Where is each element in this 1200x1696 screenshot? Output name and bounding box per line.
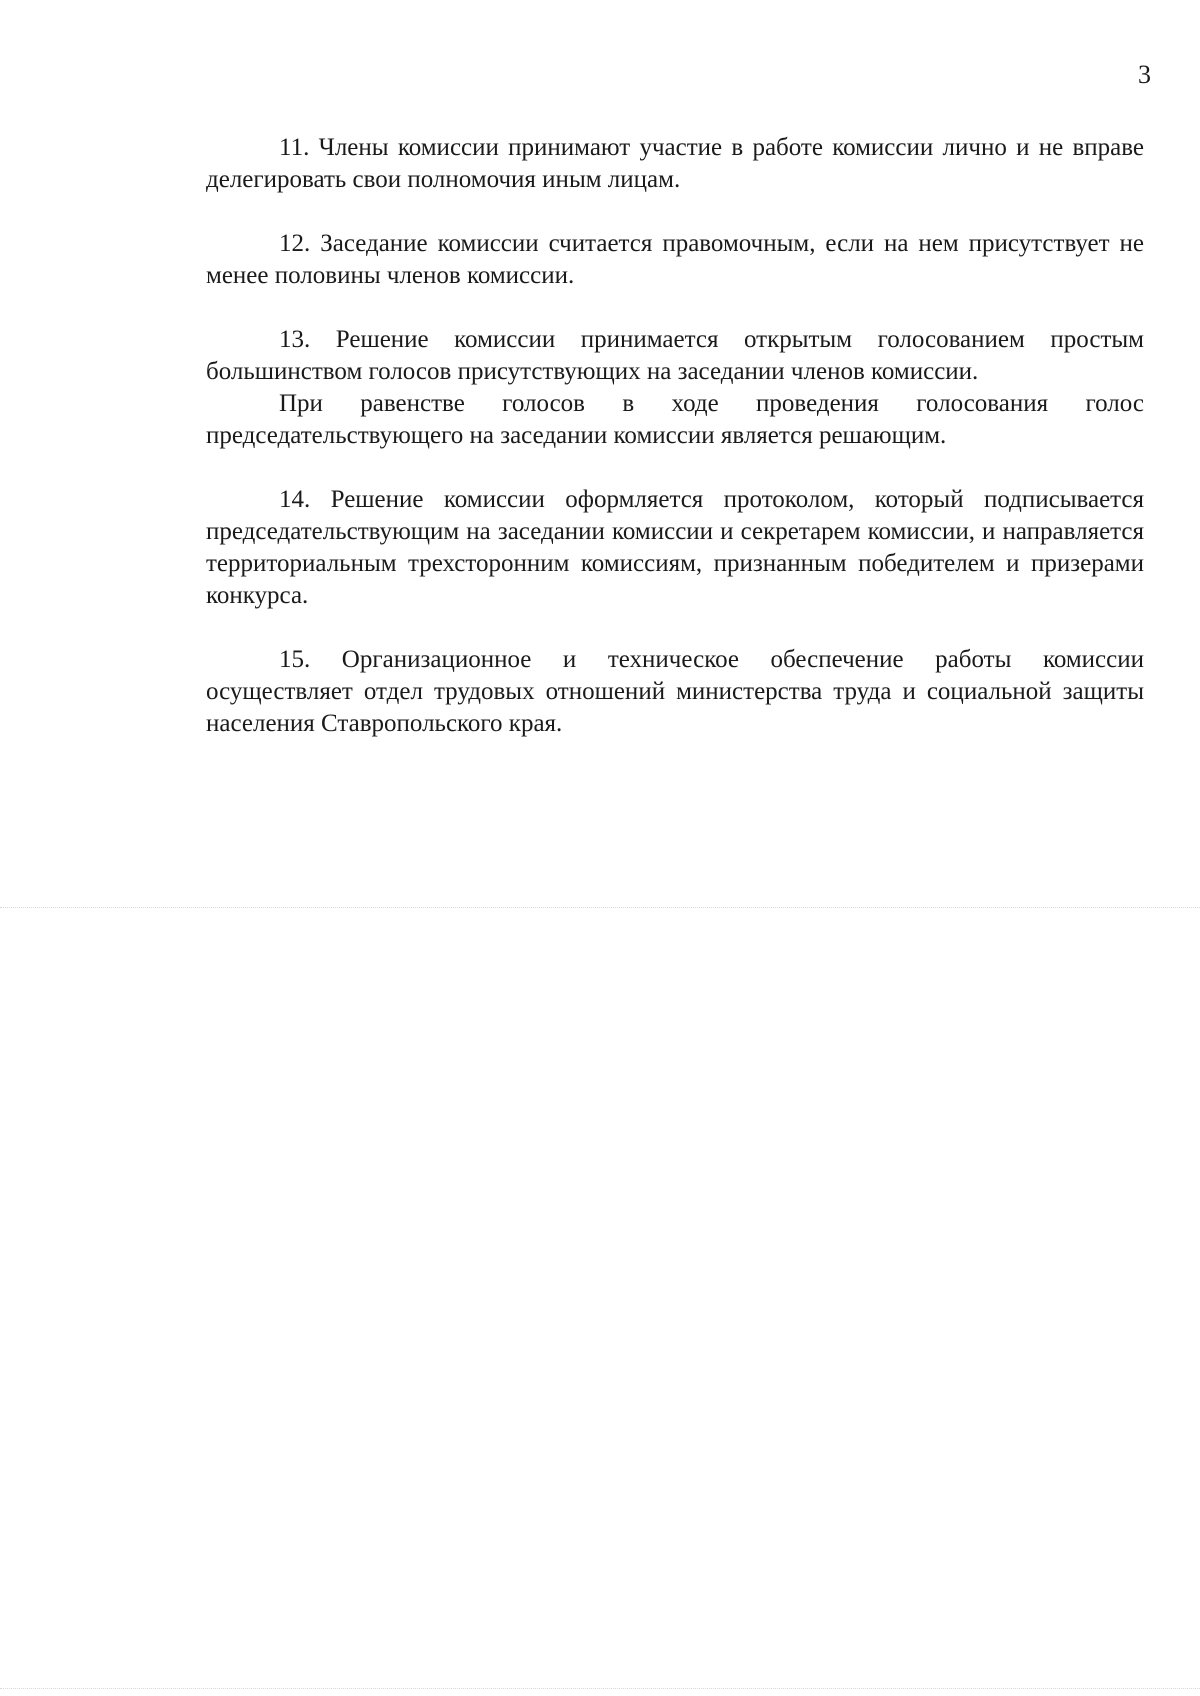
paragraph-13-continuation: При равенстве голосов в ходе проведения голосования голос председательствующего на заседании комиссии является решающим.	[206, 390, 1144, 449]
paragraph-11: 11. Члены комиссии принимают участие в работе комиссии лично и не вправе делегировать свои полномочия иным лицам.	[206, 134, 1144, 193]
paragraph-15: 15. Организационное и техническое обеспечение работы комиссии осуществляет отдел трудовых отношений министерства труда и социальной защиты населения Ставропольского края.	[206, 646, 1144, 737]
scan-artifact-line	[0, 907, 1200, 908]
paragraph-13: 13. Решение комиссии принимается открытым голосованием простым большинством голосов присутствующих на заседании членов комиссии.	[206, 326, 1144, 385]
scan-artifact-line	[0, 1688, 1200, 1689]
page-number: 3	[1138, 60, 1151, 89]
document-body	[206, 132, 1144, 740]
paragraph-14: 14. Решение комиссии оформляется протоколом, который подписывается председательствующим на заседании комиссии и секретарем комиссии, и направляется территориальным трехсторонним комиссиям, признанным победителем и призерами конкурса.	[206, 486, 1144, 609]
paragraph-12: 12. Заседание комиссии считается правомочным, если на нем присутствует не менее половины членов комиссии.	[206, 230, 1144, 289]
